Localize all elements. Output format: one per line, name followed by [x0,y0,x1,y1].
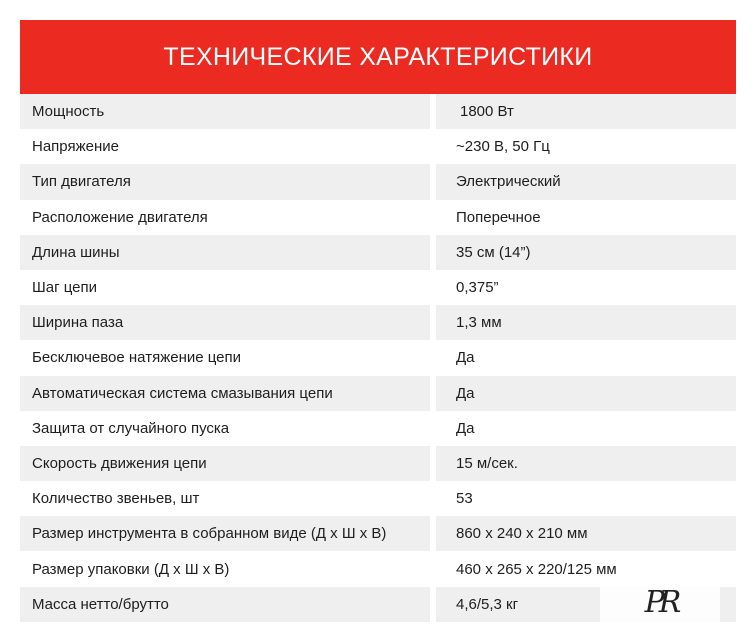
spec-value: Электрический [430,164,736,199]
table-row [20,94,736,129]
spec-label: Бесключевое натяжение цепи [20,340,430,375]
table-row [20,129,736,164]
spec-value: ~230 В, 50 Гц [430,129,736,164]
spec-value: 53 [430,481,736,516]
table-row [20,305,736,340]
spec-label: Ширина паза [20,305,430,340]
table-row [20,376,736,411]
table-row [20,164,736,199]
spec-label: Длина шины [20,235,430,270]
spec-label: Количество звеньев, шт [20,481,430,516]
spec-label: Масса нетто/брутто [20,587,430,622]
table-row [20,270,736,305]
spec-value: 460 х 265 х 220/125 мм [430,551,736,586]
spec-label: Скорость движения цепи [20,446,430,481]
table-row [20,411,736,446]
spec-value: 4,6/5,3 кг [430,587,736,622]
spec-value: 35 см (14”) [430,235,736,270]
spec-label: Защита от случайного пуска [20,411,430,446]
table-row [20,235,736,270]
spec-label: Мощность [20,94,430,129]
watermark-text: PR [644,584,676,620]
spec-label: Автоматическая система смазывания цепи [20,376,430,411]
page-title: ТЕХНИЧЕСКИЕ ХАРАКТЕРИСТИКИ [163,42,593,71]
spec-label: Шаг цепи [20,270,430,305]
spec-label: Размер упаковки (Д х Ш х В) [20,551,430,586]
spec-value: Да [430,376,736,411]
spec-table [20,94,736,622]
spec-header [20,20,736,94]
spec-value: Поперечное [430,200,736,235]
table-row [20,516,736,551]
spec-value: 1800 Вт [430,94,736,129]
spec-value: 15 м/сек. [430,446,736,481]
spec-value: 0,375” [430,270,736,305]
table-row [20,481,736,516]
table-row [20,340,736,375]
pr-logo-icon [600,578,720,626]
spec-value: Да [430,411,736,446]
spec-label: Расположение двигателя [20,200,430,235]
spec-value: Да [430,340,736,375]
spec-value: 860 х 240 х 210 мм [430,516,736,551]
spec-value: 1,3 мм [430,305,736,340]
spec-label: Размер инструмента в собранном виде (Д х Ш х В) [20,516,430,551]
table-row [20,446,736,481]
spec-label: Тип двигателя [20,164,430,199]
table-row [20,200,736,235]
spec-label: Напряжение [20,129,430,164]
